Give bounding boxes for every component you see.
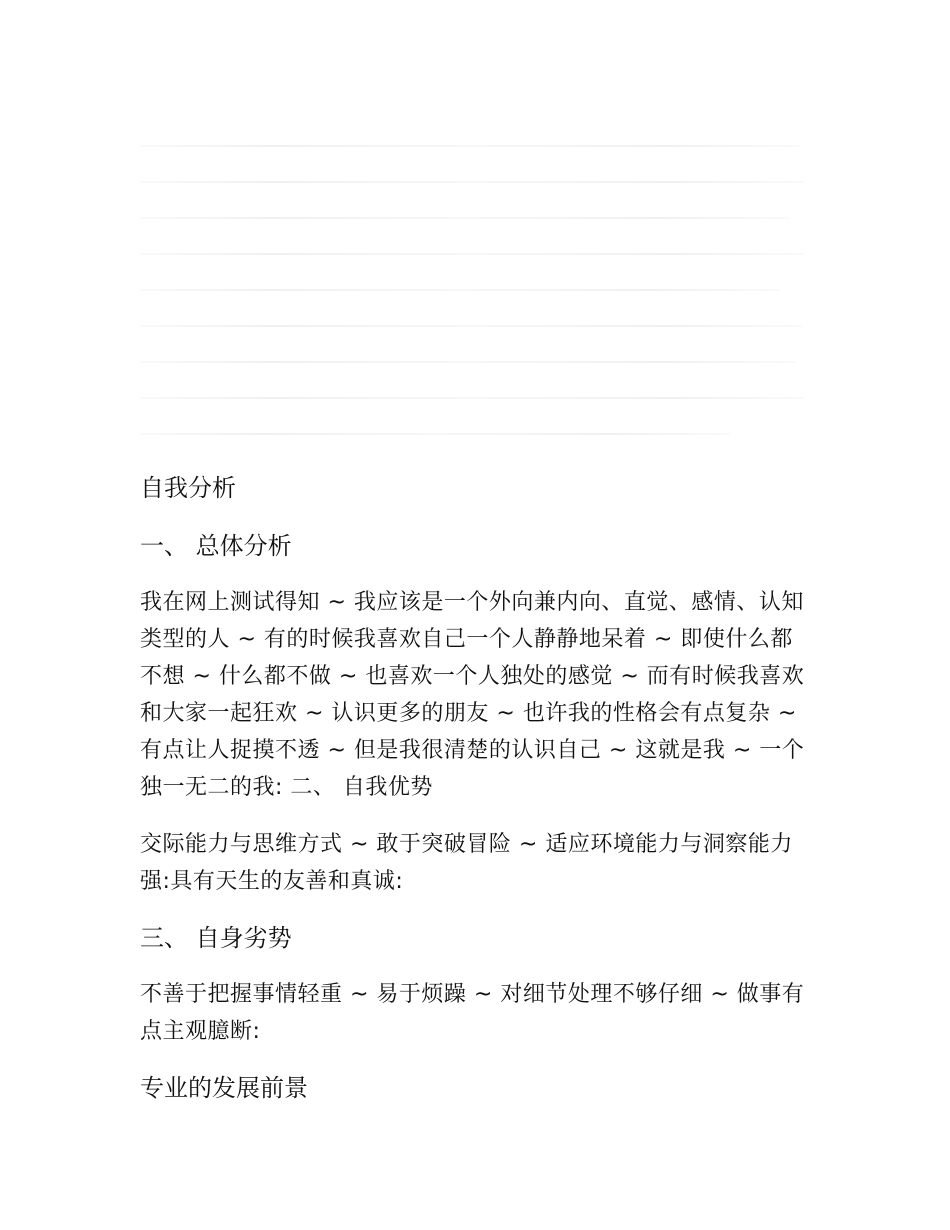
faded-text-line xyxy=(140,325,802,327)
faded-text-line xyxy=(140,361,795,363)
faded-text-line xyxy=(140,145,800,147)
subsection-title-overall: 一、 总体分析 xyxy=(140,532,292,560)
faded-text-line xyxy=(140,181,805,183)
paragraph-weaknesses: 不善于把握事情轻重 ~ 易于烦躁 ~ 对细节处理不够仔细 ~ 做事有点主观臆断: xyxy=(140,982,805,1044)
faded-text-line xyxy=(140,253,805,255)
paragraph-strengths: 交际能力与思维方式 ~ 敢于突破冒险 ~ 适应环境能力与洞察能力强:具有天生的友善和真诚: xyxy=(140,832,793,894)
faded-text-block xyxy=(140,135,805,450)
paragraph-overall-analysis: 我在网上测试得知 ~ 我应该是一个外向兼内向、直觉、感情、认知类型的人 ~ 有的时候我喜欢自己一个人静静地呆着 ~ 即使什么都不想 ~ 什么都不做 ~ 也喜欢一个人独处的感觉 ~ 而有时候我喜欢和大家一起狂欢 ~ 认识更多的朋友 ~ 也许我的性格会有点复杂 ~ 有点让人捉摸不透 ~ 但是我很清楚的认识自己 ~ 这就是我 ~ 一个独一无二的我: 二、 自我优势 xyxy=(140,590,805,800)
faded-text-line xyxy=(140,397,805,399)
section-title-prospects: 专业的发展前景 xyxy=(140,1074,308,1102)
faded-text-line xyxy=(140,217,790,219)
section-title: 自我分析 xyxy=(140,474,236,502)
faded-text-line xyxy=(140,433,730,435)
document-content xyxy=(140,470,805,1106)
faded-text-line xyxy=(140,289,780,291)
subsection-title-weaknesses: 三、 自身劣势 xyxy=(140,924,292,952)
